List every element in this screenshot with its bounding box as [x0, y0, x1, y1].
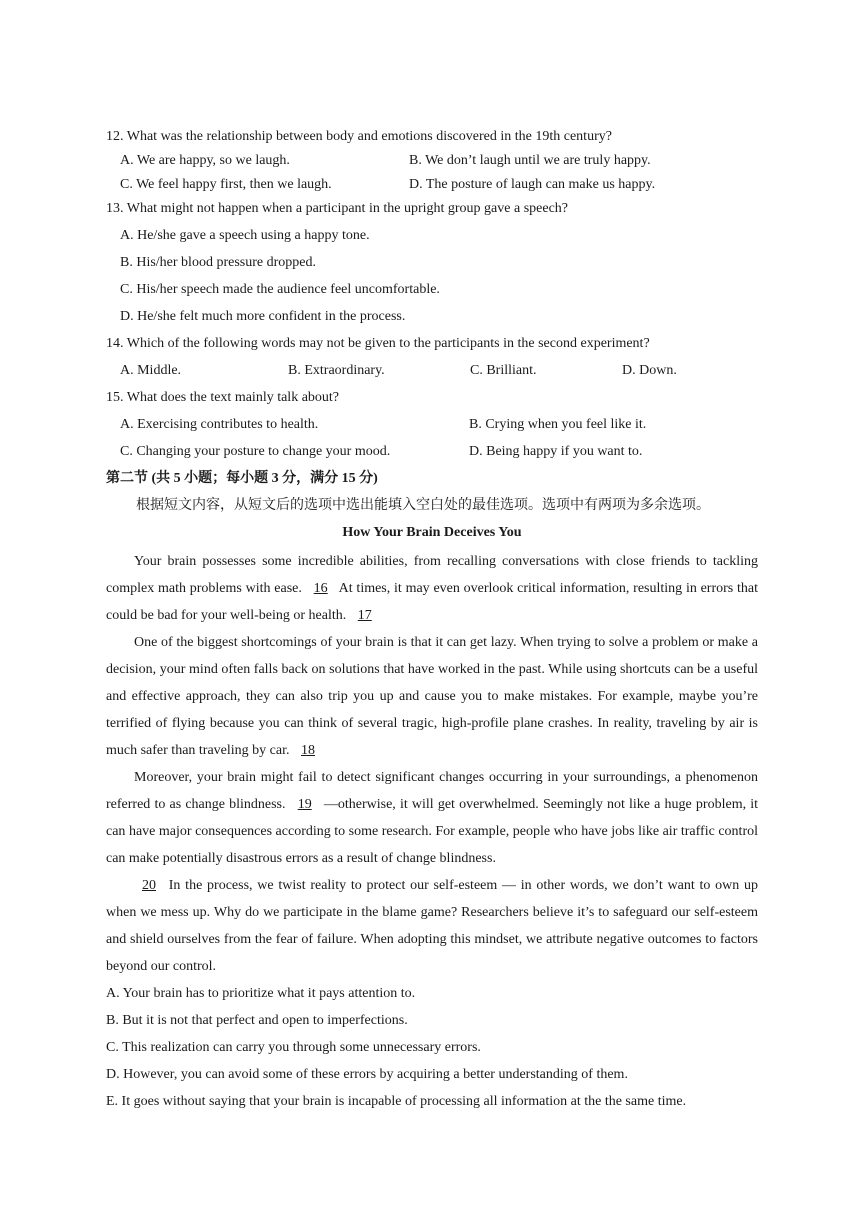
paragraph-1-text-a: Your brain possesses some incredible abilities, from recalling conversations with close friends to tackling complex math problems with ease.	[106, 554, 758, 596]
question-15-options-row2	[106, 440, 758, 464]
blank-18: 18	[300, 743, 315, 758]
passage-paragraph-3	[106, 764, 758, 872]
option-13c: C. His/her speech made the audience feel uncomfortable.	[120, 282, 440, 297]
blank-16: 16	[313, 581, 328, 596]
passage-paragraph-4	[106, 872, 758, 980]
section-2-instruction: 根据短文内容，从短文后的选项中选出能填入空白处的最佳选项。选项中有两项为多余选项。	[136, 498, 710, 513]
blank-20: 20	[142, 878, 156, 893]
blank-19: 19	[297, 797, 312, 812]
question-15-stem: 15. What does the text mainly talk about?	[106, 390, 340, 405]
paragraph-1-text-b: At times, it may even overlook critical information, resulting in errors that could be bad for your well-being or health.	[106, 581, 759, 623]
paragraph-4-text: In the process, we twist reality to protect our self-esteem — in other words, we don’t want to own up when we mess up. Why do we participate in the blame game? Researchers believe it’s to safeguard our self-esteem and shield ourselves from the fear of failure. When adopting this mindset, we attribute negative outcomes to factors beyond our control.	[106, 878, 759, 974]
question-14-stem: 14. Which of the following words may not be given to the participants in the second experiment?	[106, 336, 650, 351]
question-12-options-row2	[106, 173, 758, 197]
option-14d: D. Down.	[622, 363, 677, 378]
option-15b: B. Crying when you feel like it.	[469, 417, 647, 432]
section-2-heading: 第二节 (共 5 小题；每小题 3 分，满分 15 分)	[106, 471, 378, 486]
answer-option-e: E. It goes without saying that your brain is incapable of processing all information at the the same time.	[106, 1094, 687, 1109]
option-15c: C. Changing your posture to change your mood.	[120, 444, 391, 459]
option-12d: D. The posture of laugh can make us happy.	[409, 177, 656, 192]
option-14b: B. Extraordinary.	[288, 363, 385, 378]
passage-paragraph-1	[106, 548, 758, 629]
question-14-options	[106, 359, 758, 383]
option-12b: B. We don’t laugh until we are truly happy.	[409, 153, 651, 168]
exam-page	[106, 125, 758, 1115]
option-14c: C. Brilliant.	[470, 363, 537, 378]
answer-option-d: D. However, you can avoid some of these errors by acquiring a better understanding of them.	[106, 1067, 628, 1082]
option-12a: A. We are happy, so we laugh.	[120, 153, 290, 168]
option-13b: B. His/her blood pressure dropped.	[120, 255, 316, 270]
option-12c: C. We feel happy first, then we laugh.	[120, 177, 332, 192]
question-13-stem: 13. What might not happen when a participant in the upright group gave a speech?	[106, 201, 568, 216]
paragraph-3-text-b: —otherwise, it will get overwhelmed. Seemingly not like a huge problem, it can have major consequences according to some research. For example, people who have jobs like air traffic control can make potentially disastrous errors as a result of change blindness.	[106, 797, 759, 866]
passage-title: How Your Brain Deceives You	[342, 525, 522, 540]
option-13a: A. He/she gave a speech using a happy tone.	[120, 228, 370, 243]
option-14a: A. Middle.	[120, 363, 182, 378]
paragraph-2-text: One of the biggest shortcomings of your brain is that it can get lazy. When trying to solve a problem or make a decision, your mind often falls back on solutions that have worked in the past. While using shortcuts can be a useful and effective approach, they can also trip you up and cause you to make mistakes. For example, maybe you’re terrified of flying because you can think of several tragic, high-profile plane crashes. In reality, traveling by air is much safer than traveling by car.	[106, 635, 758, 758]
answer-option-b: B. But it is not that perfect and open to imperfections.	[106, 1013, 408, 1028]
passage-paragraph-2	[106, 629, 758, 764]
question-12-options-row1	[106, 149, 758, 173]
question-15-options-row1	[106, 413, 758, 437]
paragraph-3-text-a: Moreover, your brain might fail to detect significant changes occurring in your surroundings, a phenomenon referred to as change blindness.	[106, 770, 758, 812]
answer-option-c: C. This realization can carry you through some unnecessary errors.	[106, 1040, 481, 1055]
option-15a: A. Exercising contributes to health.	[120, 417, 319, 432]
blank-17: 17	[357, 608, 372, 623]
question-12-stem: 12. What was the relationship between body and emotions discovered in the 19th century?	[106, 129, 612, 144]
option-13d: D. He/she felt much more confident in the process.	[120, 309, 406, 324]
option-15d: D. Being happy if you want to.	[469, 444, 643, 459]
answer-option-a: A. Your brain has to prioritize what it pays attention to.	[106, 986, 416, 1001]
